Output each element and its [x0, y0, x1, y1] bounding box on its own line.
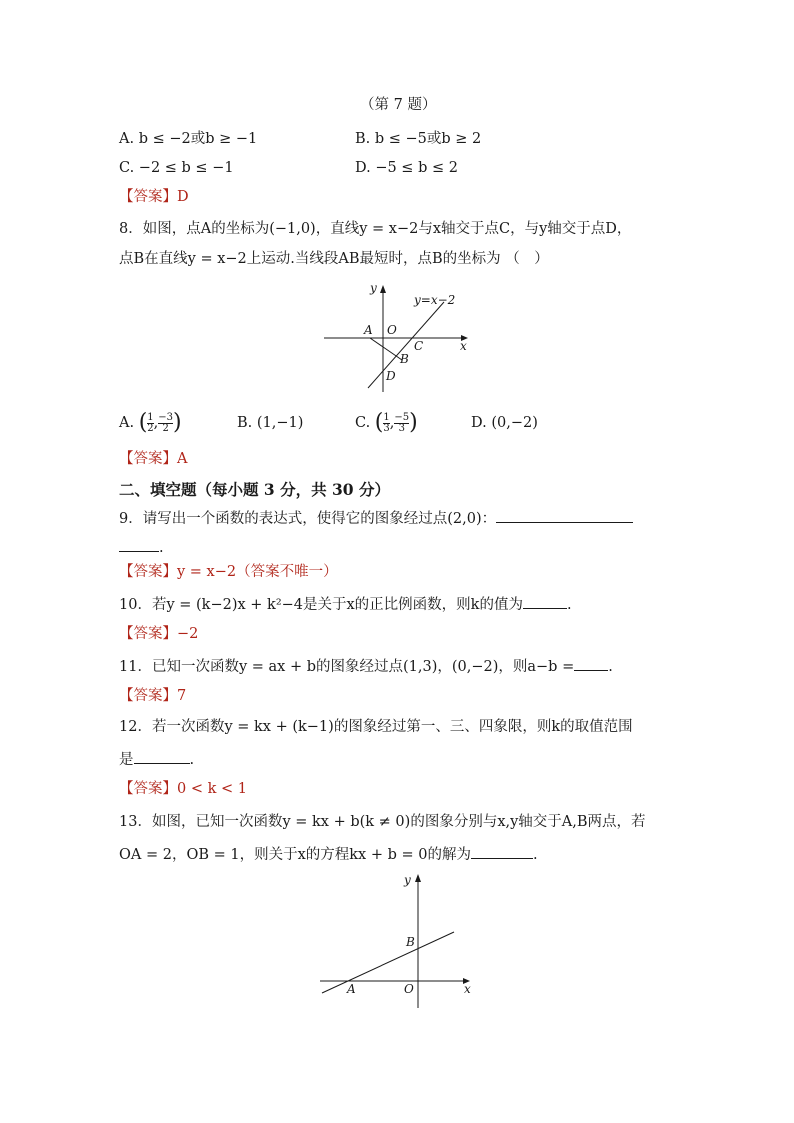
answer-tag: 【答案】 [119, 688, 177, 704]
answer-tag: 【答案】 [119, 189, 177, 205]
q13-label-x: x [464, 982, 471, 996]
answer-value: −2 [177, 626, 199, 642]
q13-figure [316, 868, 481, 1013]
q13-label-a: A [347, 982, 356, 996]
q13-line [322, 932, 454, 993]
q13-label-o: O [404, 982, 414, 996]
q7-answer [119, 188, 189, 206]
q9-answer [119, 563, 338, 581]
q8-figure [320, 280, 480, 395]
q8-label-y: y [370, 281, 377, 295]
q8-answer [119, 450, 187, 468]
q13-y-arrow [415, 874, 421, 882]
q8-label-b: B [400, 352, 409, 366]
q11-answer [119, 687, 186, 705]
q8-label-line: y=x−2 [414, 293, 456, 307]
q12-answer [119, 780, 247, 798]
q13-label-b: B [406, 935, 415, 949]
q13-stem-line2: OA = 2，OB = 1，则关于x的方程kx + b = 0的解为 . [119, 844, 538, 864]
q9-blank-continued: . [119, 537, 164, 557]
q11-stem: 11．已知一次函数y = ax + b的图象经过点(1,3)，(0,−2)，则a−b = . [119, 656, 613, 676]
answer-tag: 【答案】 [119, 781, 177, 797]
q7-option-a: A. b ≤ −2或b ≥ −1 [119, 131, 258, 147]
answer-value: 0 < k < 1 [177, 781, 247, 797]
q10-stem: 10．若y = (k−2)x + k²−4是关于x的正比例函数，则k的值为 . [119, 594, 572, 614]
q7-caption: （第 7 题） [360, 97, 437, 113]
q8-option-d: D. (0,−2) [471, 415, 538, 431]
q8-option-a: A. ( $\frac{1}{2}$ , $\frac{-3}{2}$ ) [119, 410, 182, 435]
answer-value: y = x−2（答案不唯一） [177, 564, 338, 580]
q10-blank [523, 594, 567, 609]
q13-label-y: y [404, 873, 411, 887]
q12-stem-line1: 12．若一次函数y = kx + (k−1)的图象经过第一、三、四象限，则k的取值范围 [119, 719, 633, 735]
q7-option-b: B. b ≤ −5或b ≥ 2 [355, 131, 482, 147]
q8-y-arrow [380, 285, 386, 293]
q8-label-o: O [387, 323, 397, 337]
answer-value: A [177, 451, 188, 467]
q8-option-b: B. (1,−1) [237, 415, 304, 431]
answer-tag: 【答案】 [119, 451, 177, 467]
q7-option-c: C. −2 ≤ b ≤ −1 [119, 160, 234, 176]
q9-blank [496, 508, 633, 523]
q8-segment-ab [370, 338, 402, 360]
q13-blank [471, 844, 533, 859]
q13-stem-line1: 13．如图，已知一次函数y = kx + b(k ≠ 0)的图象分别与x,y轴交于A,B两点，若 [119, 814, 646, 830]
answer-value: D [177, 189, 189, 205]
answer-value: 7 [177, 688, 187, 704]
answer-tag: 【答案】 [119, 564, 177, 580]
q8-stem-line1: 8．如图，点A的坐标为(−1,0)，直线y = x−2与x轴交于点C，与y轴交于点D， [119, 221, 632, 237]
q7-option-d: D. −5 ≤ b ≤ 2 [355, 160, 458, 176]
q10-answer [119, 625, 198, 643]
q8-label-c: C [414, 339, 424, 353]
q8-label-a: A [364, 323, 373, 337]
q12-blank [134, 749, 190, 764]
q11-blank [574, 656, 608, 671]
q12-stem-line2: 是 . [119, 749, 194, 769]
q8-option-c: C. ( $\frac{1}{3}$ , $\frac{-5}{3}$ ) [355, 410, 418, 435]
section-title: 二、填空题（每小题 3 分，共 30 分） [119, 480, 390, 499]
answer-tag: 【答案】 [119, 626, 177, 642]
q8-label-d: D [386, 369, 396, 383]
q8-label-x: x [460, 339, 467, 353]
q8-stem-line2: 点B在直线y = x−2上运动.当线段AB最短时，点B的坐标为 （ ） [119, 251, 549, 267]
q9-stem: 9．请写出一个函数的表达式，使得它的图象经过点(2,0)： [119, 508, 633, 528]
